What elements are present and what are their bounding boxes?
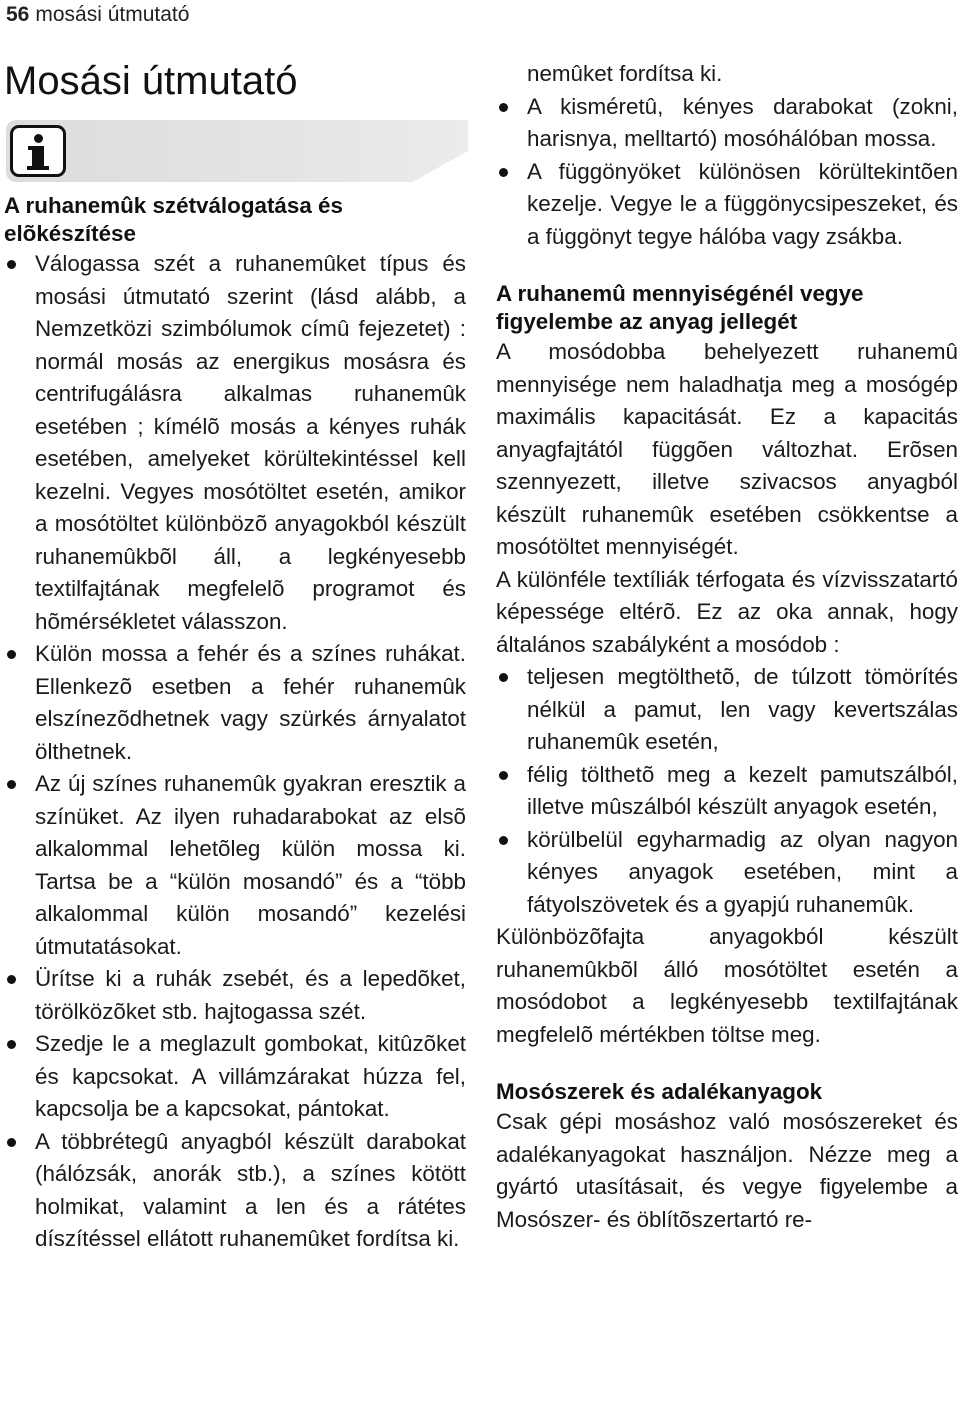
list-item: A kisméretû, kényes darabokat (zokni, harisnya, melltartó) mosóhálóban mossa. [496,91,958,156]
page-number: 56 [6,3,30,26]
paragraph: A mosódobba behelyezett ruhanemû mennyisége nem haladhatja meg a mosógép maximális kapacitását. Ez a kapacitás anyagfajtától függõen változhat. Erõsen szennyezett, illetve szivacsos anyagból készült ruhanemûk esetében csökkentse a mosótöltet mennyiségét. [496,339,958,559]
delicate-list [496,91,958,254]
info-icon [10,125,66,177]
list-item: félig tölthetõ meg a kezelt pamutszálból, illetve mûszálból készült anyagok esetén, [496,759,958,824]
list-item: Ürítse ki a ruhák zsebét, és a lepedõket, törölközõket stb. hajtogassa szét. [4,963,466,1028]
paragraph: A különféle textíliák térfogata és vízvisszatartó képessége eltérõ. Ez az oka annak, hogy általános szabályként a mosódob : [496,566,958,657]
page-title: Mosási útmutató [4,59,298,103]
left-column [4,192,466,1256]
continued-text: nemûket fordítsa ki. [527,61,723,86]
paragraph: Csak gépi mosáshoz való mosószereket és adalékanyagokat használjon. Nézze meg a gyártó utasításait, és vegye figyelembe a Mosószer- és öblítõszertartó re- [496,1109,958,1232]
list-item: Válogassa szét a ruhanemûket típus és mosási útmutató szerint (lásd alább, a Nemzetközi szimbólumok címû fejezetet) : normál mosás az energikus mosásra és centrifugálásra alkalmas ruhanemûk esetében ; kímélõ mosás a kényes ruhák esetében, amelyeket körültekintéssel kell kezelni. Vegyes mosótöltet esetén, amikor a mosótöltet különbözõ anyagokból készült ruhanemûkbõl áll, a legkényesebb textilfajtának megfelelõ programot és hõmérsékletet válasszon. [4,248,466,638]
info-banner [6,120,468,182]
list-item: A függönyöket különösen körültekintõen kezelje. Vegye le a függönycsipeszeket, és a függönyt tegye hálóba vagy zsákba. [496,156,958,254]
capacity-list [496,661,958,921]
list-item: teljesen megtölthetõ, de túlzott tömörítés nélkül a pamut, len vagy kevertszálas ruhanemûk esetén, [496,661,958,759]
list-item: A többrétegû anyagból készült darabokat (hálózsák, anorák stb.), a színes kötött holmikat, valamint a len és a rátétes díszítéssel ellátott ruhanemûket fordítsa ki. [4,1126,466,1256]
page-header [6,2,189,28]
list-item: Szedje le a meglazult gombokat, kitûzõket és kapcsokat. A villámzárakat húzza fel, kapcsolja be a kapcsokat, pántokat. [4,1028,466,1126]
section-heading-sorting: A ruhanemûk szétválogatása és elõkészítése [4,193,343,246]
section-heading-load: A ruhanemû mennyiségénél vegye figyelembe az anyag jellegét [496,281,864,334]
paragraph: Különbözõfajta anyagokból készült ruhanemûkbõl álló mosótöltet esetén a mosódobot a legkényesebb textilfajtának megfelelõ mértékben töltse meg. [496,924,958,1047]
list-item: Az új színes ruhanemûk gyakran eresztik a színüket. Az ilyen ruhadarabokat az elsõ alkalommal lehetõleg külön mossa ki. Tartsa be a “külön mosandó” és a “több alkalommal külön mosandó” kezelési útmutatásokat. [4,768,466,963]
list-item: Külön mossa a fehér és a színes ruhákat. Ellenkezõ esetben a fehér ruhanemûk elszínezõdhetnek vagy szürkés árnyalatot ölthetnek. [4,638,466,768]
sorting-list [4,248,466,1256]
list-item: körülbelül egyharmadig az olyan nagyon kényes anyagok esetében, mint a fátyolszövetek és a gyapjú ruhanemûk. [496,824,958,922]
section-heading-detergents: Mosószerek és adalékanyagok [496,1079,823,1104]
running-title: mosási útmutató [35,3,190,26]
right-column [496,58,958,1236]
